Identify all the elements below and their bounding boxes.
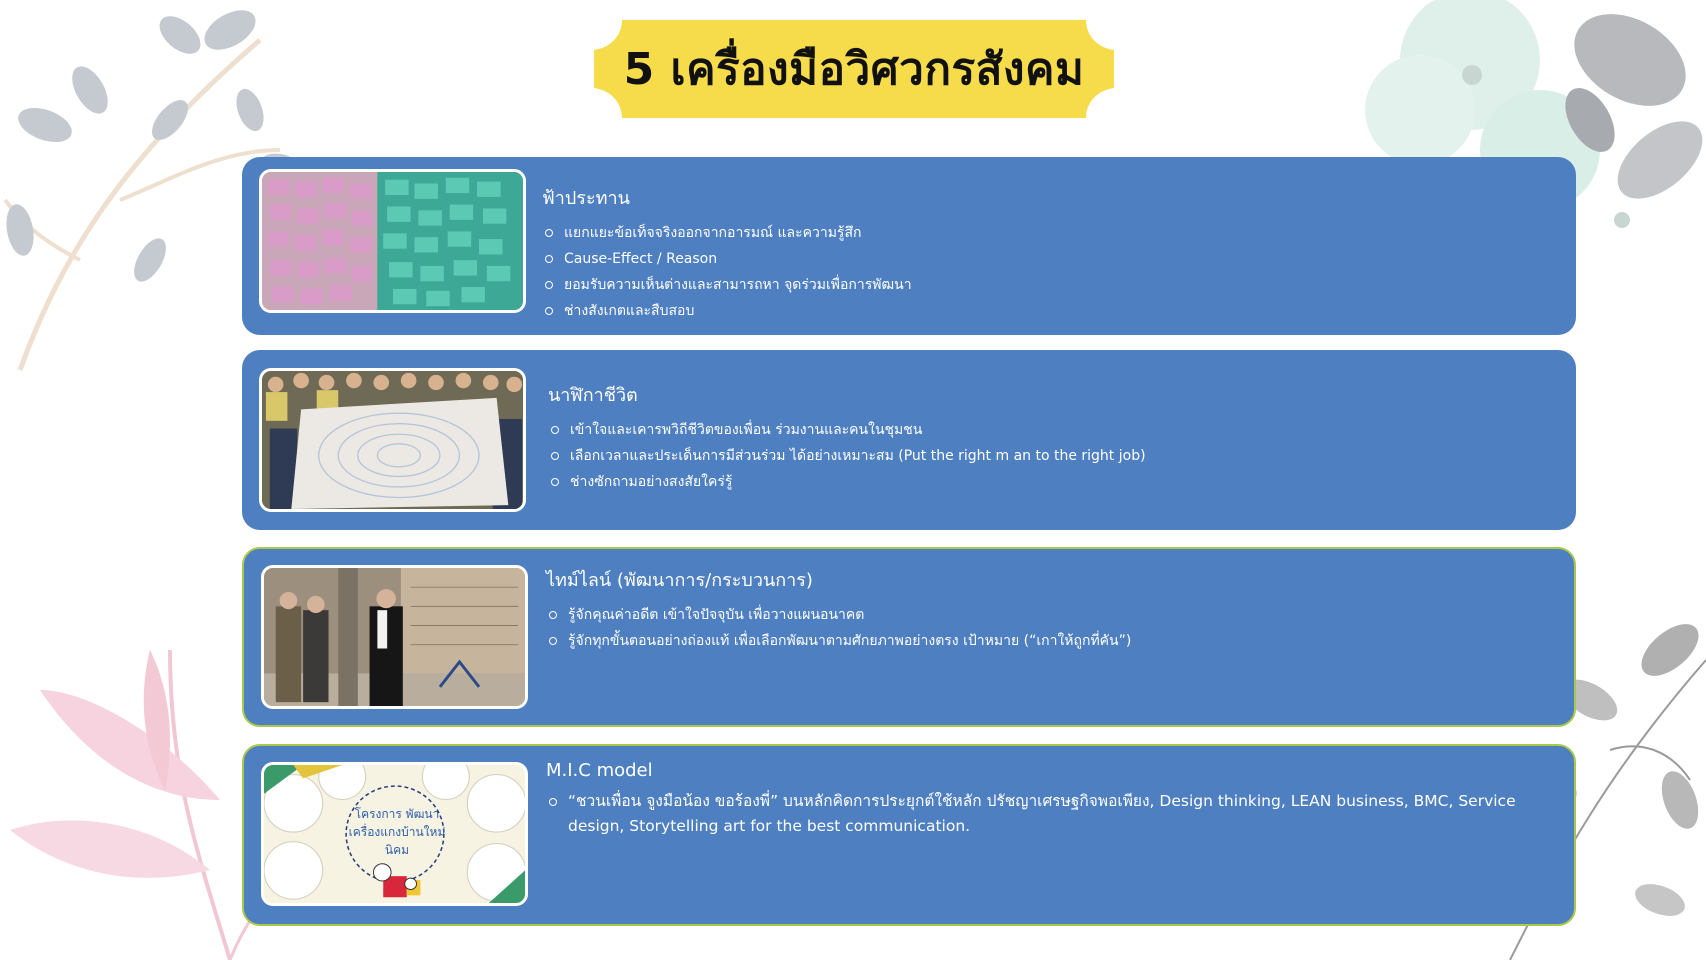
list-item: รู้จักคุณค่าอดีต เข้าใจปัจจุบัน เพื่อวางแผนอนาคต bbox=[546, 602, 1556, 628]
tool-card-4-content bbox=[546, 760, 1552, 839]
tool-heading: ไทม์ไลน์ (พัฒนาการ/กระบวนการ) bbox=[546, 570, 813, 591]
list-item: ช่างสังเกตและสืบสอบ bbox=[542, 298, 1558, 324]
tool-card-2 bbox=[242, 350, 1576, 530]
tool-card-3 bbox=[242, 547, 1576, 727]
sticky-notes-board-photo bbox=[259, 169, 526, 313]
list-item: Cause-Effect / Reason bbox=[542, 246, 1558, 272]
tool-heading: นาฬิกาชีวิต bbox=[548, 385, 638, 406]
tool-points bbox=[546, 789, 1552, 839]
tool-points bbox=[542, 220, 1558, 324]
tool-heading: M.I.C model bbox=[546, 760, 653, 781]
list-item: รู้จักทุกขั้นตอนอย่างถ่องแท้ เพื่อเลือกพัฒนาตามศักยภาพอย่างตรง เป้าหมาย (“เกาให้ถูกที่คัน”) bbox=[546, 628, 1556, 654]
mic-model-diagram-photo bbox=[261, 762, 528, 906]
group-with-life-clock-poster-photo bbox=[259, 368, 526, 512]
title-banner bbox=[594, 20, 1114, 118]
tool-card-1-content bbox=[542, 183, 1558, 324]
mic-diagram-title: โครงการ พัฒนา เครื่องแกงบ้านใหม่นิคม bbox=[348, 807, 446, 857]
list-item: แยกแยะข้อเท็จจริงออกจากอารมณ์ และความรู้สึก bbox=[542, 220, 1558, 246]
tool-card-2-content bbox=[548, 380, 1558, 495]
list-item: ช่างซักถามอย่างสงสัยใคร่รู้ bbox=[548, 469, 1558, 495]
tool-points bbox=[548, 417, 1558, 495]
tool-card-1 bbox=[242, 157, 1576, 335]
list-item: เลือกเวลาและประเด็นการมีส่วนร่วม ได้อย่างเหมาะสม (Put the right m an to the right job) bbox=[548, 443, 1558, 469]
list-item: “ชวนเพื่อน จูงมือน้อง ขอร้องพี่” บนหลักคิดการประยุกต์ใช้หลัก ปรัชญาเศรษฐกิจพอเพียง, Design thinking, LEAN business, BMC, Service design, Storytelling art for the best communication. bbox=[546, 789, 1552, 839]
tool-card-4 bbox=[242, 744, 1576, 926]
tool-heading: ฟ้าประทาน bbox=[542, 188, 630, 209]
page-title: 5 เครื่องมือวิศวกรสังคม bbox=[623, 44, 1085, 95]
tool-points bbox=[546, 602, 1556, 654]
list-item: ยอมรับความเห็นต่างและสามารถหา จุดร่วมเพื่อการพัฒนา bbox=[542, 272, 1558, 298]
tool-card-3-content bbox=[546, 565, 1556, 654]
list-item: เข้าใจและเคารพวิถีชีวิตของเพื่อน ร่วมงานและคนในชุมชน bbox=[548, 417, 1558, 443]
timeline-presentation-photo bbox=[261, 565, 528, 709]
